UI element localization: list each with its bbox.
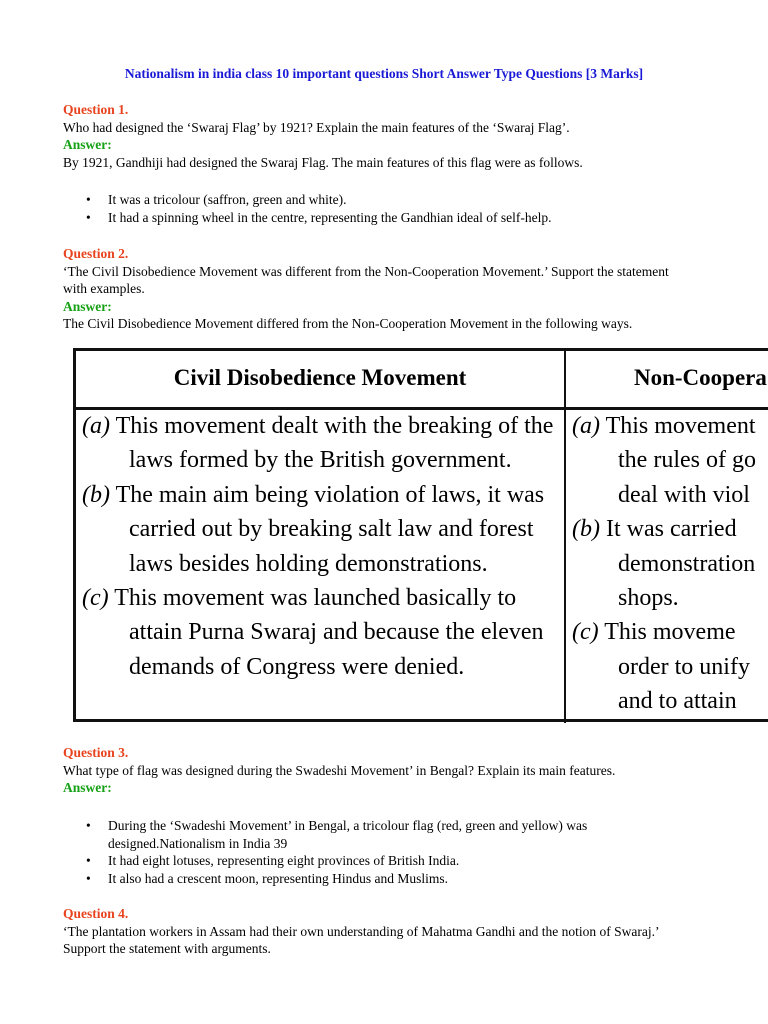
table-cell: (a) This movement dealt with the breaking of the laws formed by the British government. [82,413,554,474]
table-cell: (b) It was carried [572,516,737,543]
table-header-civil-disobedience: Civil Disobedience Movement [173,365,467,390]
table-cell-line: and to attain [618,688,737,715]
question-2-heading: Question 2. [63,246,129,261]
comparison-table-image [73,348,768,722]
question-3-heading: Question 3. [63,745,129,760]
table-cell: (a) This movement [572,413,756,439]
list-item: • It was a tricolour (saffron, green and white). [63,191,663,209]
table-column-civil-disobedience [82,409,560,684]
table-cell-line: demonstration [618,550,756,577]
table-column-non-cooperation [572,409,768,719]
table-cell-line: the rules of go [618,447,756,474]
question-3-text: What type of flag was designed during the Swadeshi Movement’ in Bengal? Explain its main features. [63,762,616,778]
table-cell-line: deal with viol [618,481,750,508]
answer-1-label: Answer: [63,137,112,152]
table-cell: (c) This movement was launched basically to attain Purna Swaraj and because the eleven demands of Congress were denied. [82,585,544,680]
list-item: • It also had a crescent moon, representing Hindus and Muslims. [63,870,663,888]
question-1-heading: Question 1. [63,102,129,117]
table-cell: (c) This moveme [572,619,736,646]
question-2-text: ‘The Civil Disobedience Movement was different from the Non-Cooperation Movement.’ Support the statement with examples. [63,263,669,296]
table-cell: (b) The main aim being violation of laws, it was carried out by breaking salt law and forest laws besides holding demonstrations. [82,481,545,577]
list-item: • It had eight lotuses, representing eight provinces of British India. [63,852,663,870]
question-3-block [63,744,703,797]
table-cell-line: shops. [618,585,679,612]
answer-3-list [63,817,663,887]
question-2-block [63,245,703,333]
question-1-block [63,101,703,171]
question-1-text: Who had designed the ‘Swaraj Flag’ by 1921? Explain the main features of the ‘Swaraj Flag’. [63,119,570,135]
question-4-text: ‘The plantation workers in Assam had their own understanding of Mahatma Gandhi and the notion of Swaraj.’ Support the statement with arguments. [63,923,659,956]
answer-3-label: Answer: [63,780,112,795]
question-4-heading: Question 4. [63,906,129,921]
list-item: • During the ‘Swadeshi Movement’ in Bengal, a tricolour flag (red, green and yellow) was designed.Nationalism in India 39 [63,817,663,852]
table-cell-line: order to unify [618,653,750,680]
answer-2-label: Answer: [63,298,112,314]
table-divider [564,351,566,723]
answer-2-text: The Civil Disobedience Movement differed from the Non-Cooperation Movement in the following ways. [63,316,633,331]
answer-1-list [63,191,663,226]
list-item: • It had a spinning wheel in the centre, representing the Gandhian ideal of self-help. [63,209,663,227]
question-4-block [63,905,693,958]
table-header-non-cooperation: Non-Coopera [634,365,767,390]
answer-1-text: By 1921, Gandhiji had designed the Swaraj Flag. The main features of this flag were as follows. [63,154,583,170]
page-title: Nationalism in india class 10 important questions Short Answer Type Questions [3 Marks] [124,66,644,81]
